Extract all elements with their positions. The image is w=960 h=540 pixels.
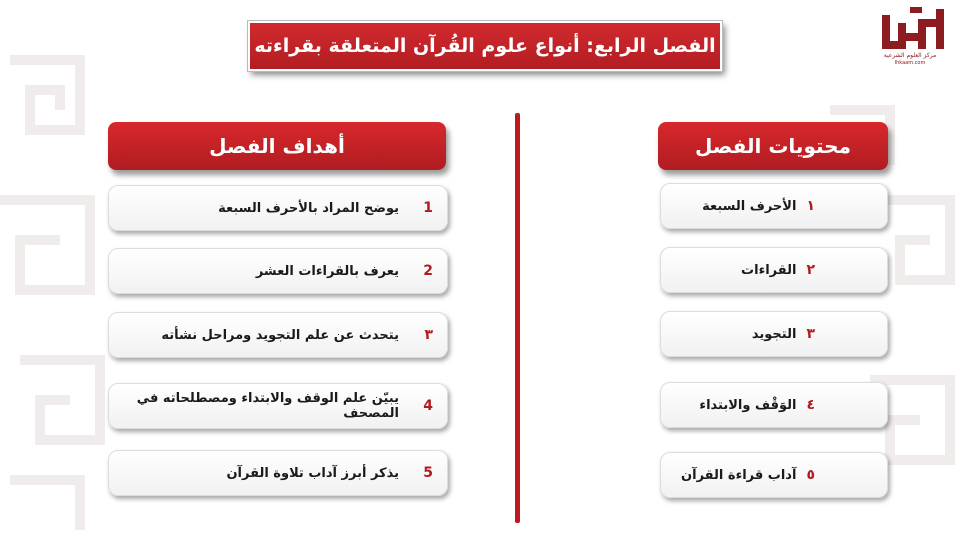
objective-text: يوضح المراد بالأحرف السبعة [218,200,399,216]
contents-header: محتويات الفصل [658,122,888,170]
center-divider [515,113,520,523]
content-text: الوَقْف والابتداء [699,397,797,413]
objective-item [108,450,448,496]
objective-number: 2 [423,263,433,279]
content-item [660,311,888,357]
objective-number: 1 [423,200,433,216]
content-number: ٥ [806,467,815,483]
content-item [660,247,888,293]
objective-number: 4 [423,398,433,414]
content-number: ٢ [806,262,815,278]
objective-text: يتحدث عن علم التجويد ومراحل نشأته [161,327,399,343]
objective-item [108,383,448,429]
content-item [660,452,888,498]
chapter-title: الفصل الرابع: أنواع علوم القُرآن المتعلقة بقراءته [248,21,722,71]
objective-item [108,248,448,294]
objective-number: 5 [423,465,433,481]
content-item [660,183,888,229]
objective-text: يعرف بالقراءات العشر [255,263,399,279]
logo-website: Ihkaam.com [894,60,926,66]
objective-item [108,185,448,231]
content-number: ٣ [806,326,815,342]
content-text: الأحرف السبعة [702,198,797,214]
objective-text: يذكر أبرز آداب تلاوة القرآن [226,465,399,481]
content-number: ١ [806,198,815,214]
content-item [660,382,888,428]
objectives-header: أهداف الفصل [108,122,446,170]
content-text: آداب قراءة القرآن [681,467,797,483]
content-number: ٤ [806,397,815,413]
logo-caption: مركز العلوم الشرعية [883,52,937,59]
objective-number: ٣ [424,327,433,343]
objective-item [108,312,448,358]
content-text: التجويد [751,326,797,342]
objective-text: يبيّن علم الوقف والابتداء ومصطلحاته في المصحف [136,391,399,421]
content-text: القراءات [741,262,797,278]
